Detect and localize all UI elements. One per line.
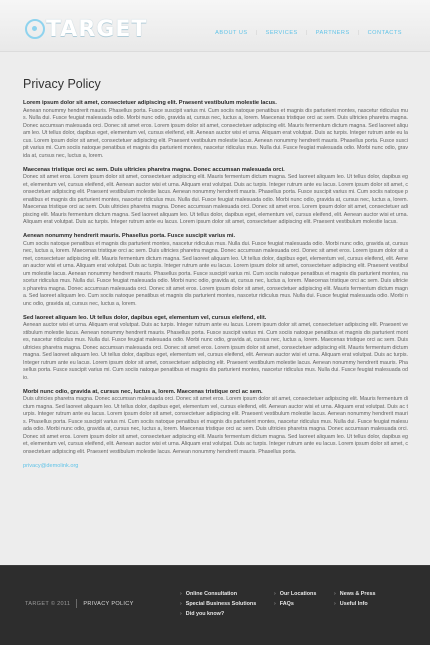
policy-section (23, 100, 408, 160)
section-heading: Morbi nunc odio, gravida at, cursus nec, luctus a, lorem. Maecenas tristique orci ac sem. (23, 388, 263, 395)
footer-privacy-link[interactable]: PRIVACY POLICY (83, 600, 134, 607)
policy-section (23, 315, 408, 383)
nav-separator: | (255, 30, 258, 36)
section-heading: Sed laoreet aliquam leo. Ut tellus dolor, dapibus eget, elementum vel, cursus eleifend, elit. (23, 314, 267, 321)
logo[interactable] (25, 16, 147, 42)
section-body: Duis ultricies pharetra magna. Donec accumsan malesuada orci. Donec sit amet eros. Lorem ipsum dolor sit amet, consectetuer adipiscing elit. Mauris fermentum dictum magna. Sed laoreet aliquam leo. Ut tellus dolor, dapibus eget, elementum vel, cursus eleifend, elit. Aenean auctor wisi et urna. Aliquam erat volutpat. Duis ac turpis. Integer rutrum ante eu lacus. Lorem ipsum dolor sit amet, consectetuer adipiscing elit. Praesent vestibulum molestie lacus. Aenean nonummy hendrerit mauris. Phasellus porta. Fusce suscipit varius mi. Cum sociis natoque penatibus et magnis dis parturient montes, nascetur ridiculus mus. Nulla dui. Fusce feugiat malesuada odio. Morbi nunc odio, gravida at, cursus nec, luctus a, lorem. Maecenas tristique orci ac sem. Duis ultricies pharetra magna. Donec accumsan malesuada orci. Donec sit amet eros. Lorem ipsum dolor sit amet, consectetuer adipiscing elit. Mauris fermentum dictum magna. Sed laoreet aliquam leo. Ut tellus dolor, dapibus eget, elementum vel, cursus eleifend, elit. Aenean auctor wisi et urna. Aliquam erat volutpat. Duis ac turpis. Integer rutrum ante eu lacus. Lorem ipsum dolor sit amet, consectetuer adipiscing elit. Praesent vestibulum molestie lacus. Aenean nonummy hendrerit mauris. Phasellus porta. (23, 396, 408, 455)
policy-section (23, 167, 408, 227)
nav-about-us[interactable]: ABOUT US (215, 30, 248, 36)
footer-link-did-you-know[interactable]: › Did you know? (180, 609, 256, 619)
section-body: Cum sociis natoque penatibus et magnis dis parturient montes, nascetur ridiculus mus. Nulla dui. Fusce feugiat malesuada odio. Morbi nunc odio, gravida at, cursus nec, luctus a, lorem. Maecenas tristique orci ac sem. Duis ultricies pharetra magna. Donec accumsan malesuada orci. Donec sit amet eros. Lorem ipsum dolor sit amet, consectetuer adipiscing elit. Mauris fermentum dictum magna. Sed laoreet aliquam leo. Ut tellus dolor, dapibus eget, elementum vel, cursus eleifend, elit. Aenean auctor wisi et urna. Aliquam erat volutpat. Duis ac turpis. Integer rutrum ante eu lacus. Lorem ipsum dolor sit amet, consectetuer adipiscing elit. Praesent vestibulum molestie lacus. Aenean nonummy hendrerit mauris. Phasellus porta. Fusce suscipit varius mi. Cum sociis natoque penatibus et magnis dis parturient montes, nascetur ridiculus mus. Nulla dui. Fusce feugiat malesuada odio. Morbi nunc odio, gravida at, cursus nec, luctus a, lorem. Maecenas tristique orci ac sem. Duis ultricies pharetra magna. Donec accumsan malesuada orci. Donec sit amet eros. Lorem ipsum dolor sit amet, consectetuer adipiscing elit. Mauris fermentum dictum magna. Sed laoreet aliquam leo. Cum sociis natoque penatibus et magnis dis parturient montes, nascetur ridiculus mus. Nulla dui. Fusce feugiat malesuada odio. Morbi nunc odio, gravida at, cursus nec, luctus a, lorem. (23, 240, 408, 307)
policy-section (23, 389, 408, 457)
footer-links-column (334, 589, 375, 609)
site-header (0, 0, 430, 52)
nav-separator: | (357, 30, 360, 36)
nav-partners[interactable]: PARTNERS (315, 30, 350, 36)
section-heading: Lorem ipsum dolor sit amet, consectetuer adipiscing elit. Praesent vestibulum molestie lacus. (23, 100, 277, 106)
footer-copyright (25, 599, 134, 608)
footer-links-column (180, 589, 256, 619)
footer-link-special-business-solutions[interactable]: › Special Business Solutions (180, 599, 256, 609)
section-body: Aenean auctor wisi et urna. Aliquam erat volutpat. Duis ac turpis. Integer rutrum ante eu lacus. Lorem ipsum dolor sit amet, consectetuer adipiscing elit. Praesent vestibulum molestie lacus. Aenean nonummy hendrerit mauris. Phasellus porta. Fusce suscipit varius mi. Cum sociis natoque penatibus et magnis dis parturient montes, nascetur ridiculus mus. Nulla dui. Fusce feugiat malesuada odio. Morbi nunc odio, gravida at, cursus nec, luctus a, lorem. Maecenas tristique orci ac sem. Duis ultricies pharetra magna. Donec accumsan malesuada orci. Donec sit amet eros. Lorem ipsum dolor sit amet, consectetuer adipiscing elit. Mauris fermentum dictum magna. Sed laoreet aliquam leo. Ut tellus dolor, dapibus eget, elementum vel, cursus eleifend, elit. Aenean auctor wisi et urna. Aliquam erat volutpat. Duis ac turpis. Integer rutrum ante eu lacus. Lorem ipsum dolor sit amet, consectetuer adipiscing elit. Praesent vestibulum molestie lacus. Aenean nonummy hendrerit mauris. Phasellus porta. Fusce suscipit varius mi. Cum sociis natoque penatibus et magnis dis parturient montes, nascetur ridiculus mus. Nulla dui. Fusce feugiat malesuada odio. (23, 322, 408, 381)
footer-link-online-consultation[interactable]: › Online Consultation (180, 589, 256, 599)
footer-link-our-locations[interactable]: › Our Locations (274, 589, 316, 599)
logo-text: TARGET (46, 16, 148, 42)
policy-section (23, 233, 408, 308)
section-heading: Maecenas tristique orci ac sem. Duis ultricies pharetra magna. Donec accumsan malesuada orci. (23, 166, 285, 173)
contact-email-link[interactable]: privacy@demolink.org (23, 462, 79, 469)
nav-separator: | (305, 30, 308, 36)
footer-divider (76, 599, 77, 608)
footer-link-useful-info[interactable]: › Useful Info (334, 599, 375, 609)
footer-link-news-press[interactable]: › News & Press (334, 589, 375, 599)
main-nav (215, 30, 402, 36)
copyright-text: TARGET © 2011 (25, 600, 71, 607)
site-footer (0, 565, 430, 645)
footer-links-column (274, 589, 316, 609)
section-body: Aenean nonummy hendrerit mauris. Phasellus porta. Fusce suscipit varius mi. Cum sociis natoque penatibus et magnis dis parturient montes, nascetur ridiculus mus. Nulla dui. Fusce feugiat malesuada odio. Morbi nunc odio, gravida at, cursus nec, luctus a, lorem. Maecenas tristique orci ac sem. Duis ultricies pharetra magna. Donec accumsan malesuada orci. Donec sit amet eros. Lorem ipsum dolor sit amet, consectetuer adipiscing elit. Mauris fermentum dictum magna. Sed laoreet aliquam leo. Ut tellus dolor, dapibus eget, elementum vel, cursus eleifend, elit. Aenean auctor wisi et urna. Aliquam erat volutpat. Duis ac turpis. Integer rutrum ante eu lacus. Lorem ipsum dolor sit amet, consectetuer adipiscing elit. Praesent vestibulum molestie lacus. Aenean nonummy hendrerit mauris. Phasellus porta. Fusce suscipit varius mi. Cum sociis natoque penatibus et magnis dis parturient montes, nascetur ridiculus mus. Nulla dui. Fusce feugiat malesuada odio. Morbi nunc odio, gravida at, cursus nec, luctus a, lorem. (23, 107, 408, 159)
page-title: Privacy Policy (23, 77, 101, 91)
target-logo-icon (25, 19, 45, 39)
nav-services[interactable]: SERVICES (265, 30, 298, 36)
section-heading: Aenean nonummy hendrerit mauris. Phasellus porta. Fusce suscipit varius mi. (23, 233, 236, 240)
main-content (23, 77, 408, 469)
footer-link-faqs[interactable]: › FAQs (274, 599, 316, 609)
section-body: Donec sit amet eros. Lorem ipsum dolor sit amet, consectetuer adipiscing elit. Mauris fermentum dictum magna. Sed laoreet aliquam leo. Ut tellus dolor, dapibus eget, elementum vel, cursus eleifend, elit. Aenean auctor wisi et urna. Aliquam erat volutpat. Duis ac turpis. Integer rutrum ante eu lacus. Lorem ipsum dolor sit amet, consectetuer adipiscing elit. Praesent vestibulum molestie lacus. Aenean nonummy hendrerit mauris. Phasellus porta. Fusce suscipit varius mi. Cum sociis natoque penatibus et magnis dis parturient montes, nascetur ridiculus mus. Nulla dui. Fusce feugiat malesuada odio. Morbi nunc odio, gravida at, cursus nec, luctus a, lorem. Maecenas tristique orci ac sem. Duis ultricies pharetra magna. Donec accumsan malesuada orci. Donec sit amet eros. Lorem ipsum dolor sit amet, consectetuer adipiscing elit. Mauris fermentum dictum magna. Sed laoreet aliquam leo. Ut tellus dolor, dapibus eget, elementum vel, cursus eleifend, elit. Aenean auctor wisi et urna. Aliquam erat volutpat. Duis ac turpis. Integer rutrum ante eu lacus. Lorem ipsum dolor sit amet, consectetuer adipiscing elit. Praesent vestibulum molestie lacus. (23, 174, 408, 226)
nav-contacts[interactable]: CONTACTS (367, 30, 402, 36)
